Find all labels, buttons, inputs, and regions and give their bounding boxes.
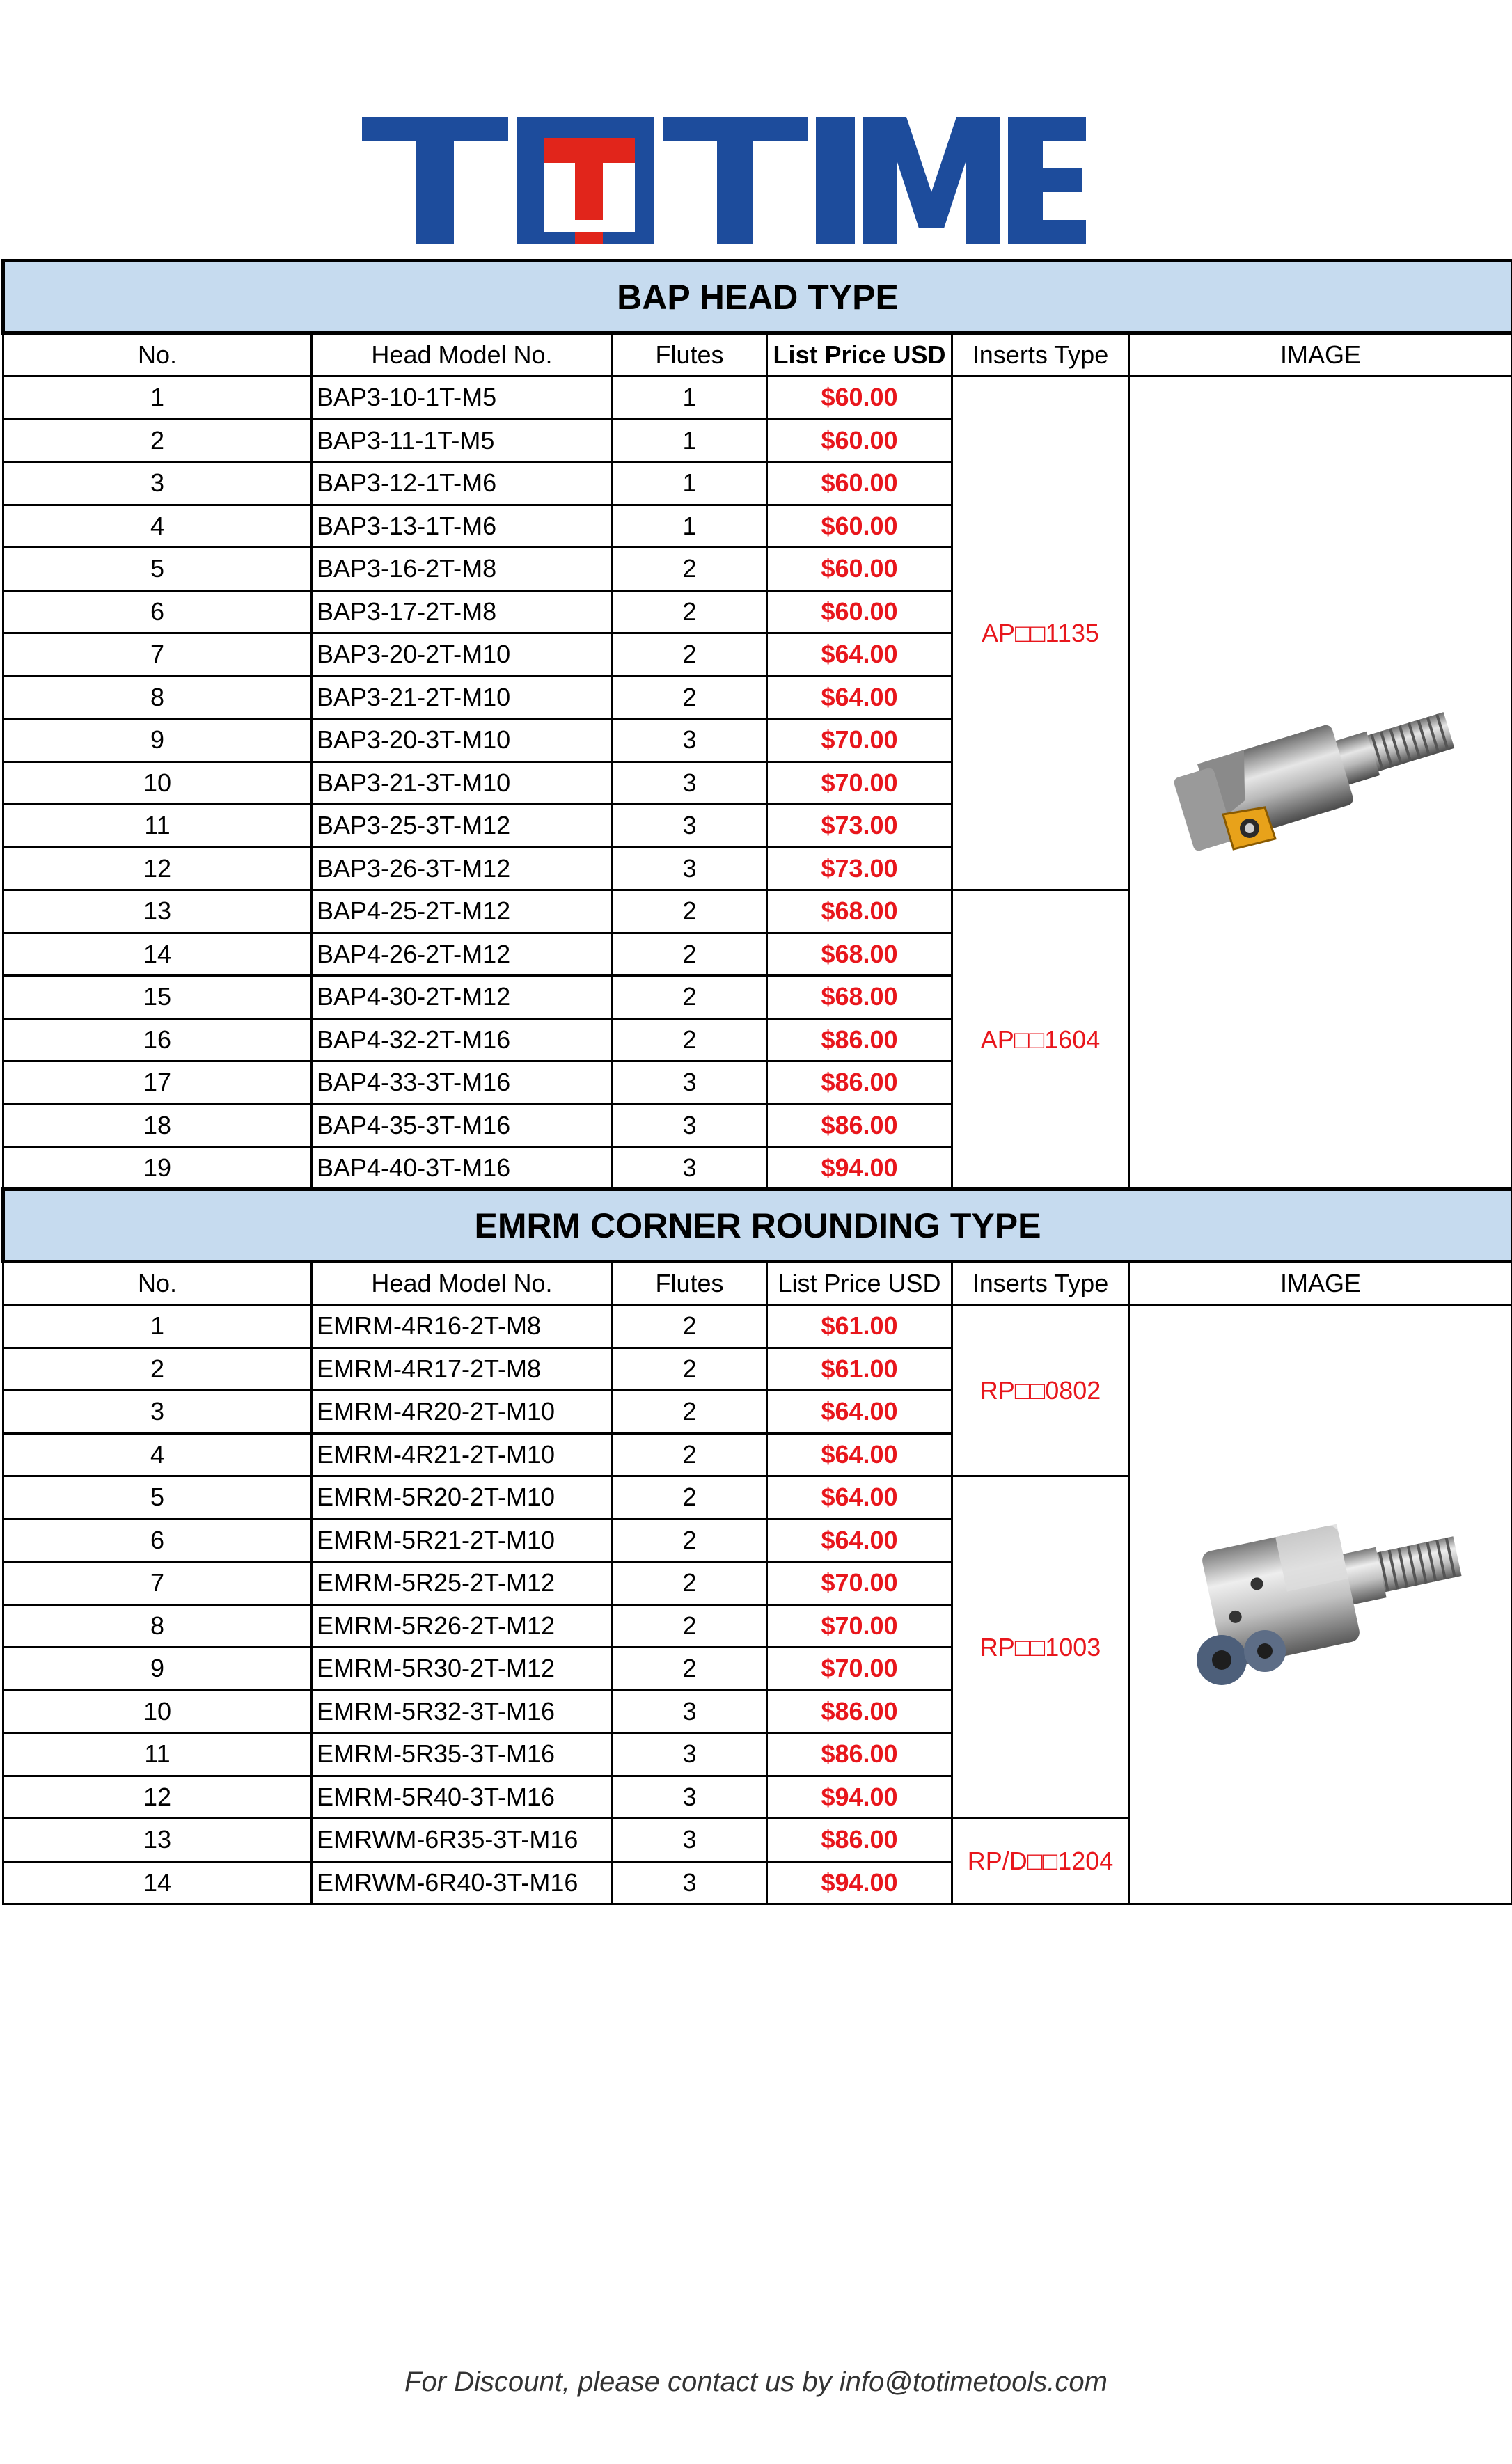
list-price: $64.00 <box>767 1433 952 1476</box>
head-model-no: BAP3-21-3T-M10 <box>312 761 613 805</box>
head-model-no: EMRM-5R21-2T-M10 <box>312 1519 613 1562</box>
section-title-bap: BAP HEAD TYPE <box>3 261 1512 333</box>
inserts-type: RP□□0802 <box>952 1305 1129 1476</box>
inserts-type: RP□□1003 <box>952 1476 1129 1819</box>
flutes-count: 3 <box>613 847 767 890</box>
list-price: $86.00 <box>767 1104 952 1147</box>
list-price: $60.00 <box>767 505 952 548</box>
list-price: $60.00 <box>767 590 952 633</box>
row-no: 16 <box>3 1018 312 1061</box>
flutes-count: 3 <box>613 1733 767 1776</box>
list-price: $70.00 <box>767 719 952 762</box>
list-price: $70.00 <box>767 1648 952 1691</box>
list-price: $64.00 <box>767 633 952 677</box>
list-price: $64.00 <box>767 676 952 719</box>
row-no: 9 <box>3 1648 312 1691</box>
header-flutes: Flutes <box>613 1262 767 1305</box>
row-no: 6 <box>3 1519 312 1562</box>
row-no: 14 <box>3 1861 312 1904</box>
list-price: $70.00 <box>767 1604 952 1648</box>
list-price: $68.00 <box>767 976 952 1019</box>
row-no: 14 <box>3 933 312 976</box>
head-model-no: BAP3-16-2T-M8 <box>312 548 613 591</box>
header-inserts-type: Inserts Type <box>952 333 1129 377</box>
head-model-no: BAP4-33-3T-M16 <box>312 1061 613 1105</box>
head-model-no: BAP3-26-3T-M12 <box>312 847 613 890</box>
header-no: No. <box>3 333 312 377</box>
row-no: 2 <box>3 1348 312 1391</box>
row-no: 7 <box>3 1562 312 1605</box>
list-price: $94.00 <box>767 1776 952 1819</box>
list-price: $60.00 <box>767 419 952 462</box>
list-price: $86.00 <box>767 1819 952 1862</box>
head-model-no: EMRM-5R26-2T-M12 <box>312 1604 613 1648</box>
flutes-count: 3 <box>613 1819 767 1862</box>
header-flutes: Flutes <box>613 333 767 377</box>
row-no: 1 <box>3 1305 312 1348</box>
flutes-count: 1 <box>613 377 767 420</box>
flutes-count: 2 <box>613 1018 767 1061</box>
flutes-count: 2 <box>613 1433 767 1476</box>
flutes-count: 3 <box>613 761 767 805</box>
list-price: $94.00 <box>767 1861 952 1904</box>
inserts-type: AP□□1604 <box>952 890 1129 1190</box>
list-price: $73.00 <box>767 847 952 890</box>
header-image: IMAGE <box>1129 333 1512 377</box>
row-no: 13 <box>3 1819 312 1862</box>
head-model-no: BAP4-35-3T-M16 <box>312 1104 613 1147</box>
list-price: $64.00 <box>767 1391 952 1434</box>
list-price: $73.00 <box>767 805 952 848</box>
head-model-no: BAP4-25-2T-M12 <box>312 890 613 933</box>
product-image-cell <box>1129 377 1512 1190</box>
head-model-no: EMRM-5R20-2T-M10 <box>312 1476 613 1519</box>
head-model-no: BAP3-17-2T-M8 <box>312 590 613 633</box>
head-model-no: EMRM-4R20-2T-M10 <box>312 1391 613 1434</box>
flutes-count: 2 <box>613 1562 767 1605</box>
list-price: $60.00 <box>767 462 952 505</box>
head-model-no: EMRWM-6R35-3T-M16 <box>312 1819 613 1862</box>
row-no: 7 <box>3 633 312 677</box>
row-no: 19 <box>3 1147 312 1190</box>
head-model-no: BAP3-20-3T-M10 <box>312 719 613 762</box>
flutes-count: 1 <box>613 462 767 505</box>
header-head-model: Head Model No. <box>312 333 613 377</box>
flutes-count: 3 <box>613 1061 767 1105</box>
row-no: 10 <box>3 1690 312 1733</box>
row-no: 4 <box>3 1433 312 1476</box>
head-model-no: EMRM-5R25-2T-M12 <box>312 1562 613 1605</box>
list-price: $64.00 <box>767 1519 952 1562</box>
flutes-count: 3 <box>613 1776 767 1819</box>
head-model-no: BAP3-13-1T-M6 <box>312 505 613 548</box>
row-no: 9 <box>3 719 312 762</box>
flutes-count: 3 <box>613 1690 767 1733</box>
header-list-price: List Price USD <box>767 333 952 377</box>
flutes-count: 2 <box>613 933 767 976</box>
list-price: $70.00 <box>767 1562 952 1605</box>
head-model-no: BAP3-20-2T-M10 <box>312 633 613 677</box>
inserts-type: AP□□1135 <box>952 377 1129 890</box>
bap-head-tool-image <box>1160 672 1481 894</box>
header-list-price: List Price USD <box>767 1262 952 1305</box>
flutes-count: 2 <box>613 590 767 633</box>
row-no: 6 <box>3 590 312 633</box>
head-model-no: BAP3-10-1T-M5 <box>312 377 613 420</box>
list-price: $61.00 <box>767 1305 952 1348</box>
flutes-count: 2 <box>613 1476 767 1519</box>
flutes-count: 2 <box>613 1305 767 1348</box>
flutes-count: 3 <box>613 1861 767 1904</box>
head-model-no: EMRM-4R21-2T-M10 <box>312 1433 613 1476</box>
list-price: $86.00 <box>767 1690 952 1733</box>
head-model-no: BAP4-26-2T-M12 <box>312 933 613 976</box>
flutes-count: 1 <box>613 505 767 548</box>
emrm-corner-rounding-table <box>1 1187 1512 1905</box>
head-model-no: EMRM-5R40-3T-M16 <box>312 1776 613 1819</box>
head-model-no: EMRM-5R30-2T-M12 <box>312 1648 613 1691</box>
totime-logo <box>362 117 1086 244</box>
list-price: $94.00 <box>767 1147 952 1190</box>
head-model-no: EMRM-5R35-3T-M16 <box>312 1733 613 1776</box>
flutes-count: 2 <box>613 1604 767 1648</box>
head-model-no: BAP3-25-3T-M12 <box>312 805 613 848</box>
list-price: $61.00 <box>767 1348 952 1391</box>
row-no: 5 <box>3 1476 312 1519</box>
section-title-emrm: EMRM CORNER ROUNDING TYPE <box>3 1190 1512 1262</box>
flutes-count: 3 <box>613 719 767 762</box>
head-model-no: EMRM-4R17-2T-M8 <box>312 1348 613 1391</box>
row-no: 11 <box>3 1733 312 1776</box>
flutes-count: 2 <box>613 1648 767 1691</box>
discount-contact-note: For Discount, please contact us by info@totimetools.com <box>404 2367 1108 2397</box>
header-head-model: Head Model No. <box>312 1262 613 1305</box>
product-image-cell <box>1129 1305 1512 1904</box>
head-model-no: BAP3-11-1T-M5 <box>312 419 613 462</box>
flutes-count: 2 <box>613 976 767 1019</box>
flutes-count: 3 <box>613 805 767 848</box>
row-no: 4 <box>3 505 312 548</box>
row-no: 15 <box>3 976 312 1019</box>
row-no: 3 <box>3 1391 312 1434</box>
row-no: 13 <box>3 890 312 933</box>
header-inserts-type: Inserts Type <box>952 1262 1129 1305</box>
row-no: 3 <box>3 462 312 505</box>
inserts-type: RP/D□□1204 <box>952 1819 1129 1904</box>
flutes-count: 2 <box>613 890 767 933</box>
head-model-no: EMRM-4R16-2T-M8 <box>312 1305 613 1348</box>
row-no: 12 <box>3 847 312 890</box>
flutes-count: 3 <box>613 1147 767 1190</box>
list-price: $86.00 <box>767 1061 952 1105</box>
flutes-count: 2 <box>613 676 767 719</box>
flutes-count: 1 <box>613 419 767 462</box>
list-price: $70.00 <box>767 761 952 805</box>
head-model-no: BAP3-12-1T-M6 <box>312 462 613 505</box>
head-model-no: EMRWM-6R40-3T-M16 <box>312 1861 613 1904</box>
flutes-count: 2 <box>613 1391 767 1434</box>
list-price: $64.00 <box>767 1476 952 1519</box>
list-price: $86.00 <box>767 1018 952 1061</box>
bap-head-type-table <box>1 259 1512 1191</box>
header-no: No. <box>3 1262 312 1305</box>
head-model-no: EMRM-5R32-3T-M16 <box>312 1690 613 1733</box>
list-price: $60.00 <box>767 548 952 591</box>
list-price: $68.00 <box>767 890 952 933</box>
row-no: 11 <box>3 805 312 848</box>
row-no: 8 <box>3 1604 312 1648</box>
head-model-no: BAP3-21-2T-M10 <box>312 676 613 719</box>
flutes-count: 2 <box>613 1519 767 1562</box>
flutes-count: 2 <box>613 1348 767 1391</box>
emrm-head-tool-image <box>1160 1490 1481 1719</box>
flutes-count: 2 <box>613 548 767 591</box>
header-image: IMAGE <box>1129 1262 1512 1305</box>
row-no: 18 <box>3 1104 312 1147</box>
table-row <box>3 1305 1512 1348</box>
row-no: 5 <box>3 548 312 591</box>
head-model-no: BAP4-30-2T-M12 <box>312 976 613 1019</box>
row-no: 2 <box>3 419 312 462</box>
row-no: 1 <box>3 377 312 420</box>
flutes-count: 2 <box>613 633 767 677</box>
row-no: 17 <box>3 1061 312 1105</box>
row-no: 12 <box>3 1776 312 1819</box>
row-no: 8 <box>3 676 312 719</box>
head-model-no: BAP4-40-3T-M16 <box>312 1147 613 1190</box>
list-price: $86.00 <box>767 1733 952 1776</box>
flutes-count: 3 <box>613 1104 767 1147</box>
table-row <box>3 377 1512 420</box>
row-no: 10 <box>3 761 312 805</box>
list-price: $60.00 <box>767 377 952 420</box>
list-price: $68.00 <box>767 933 952 976</box>
head-model-no: BAP4-32-2T-M16 <box>312 1018 613 1061</box>
